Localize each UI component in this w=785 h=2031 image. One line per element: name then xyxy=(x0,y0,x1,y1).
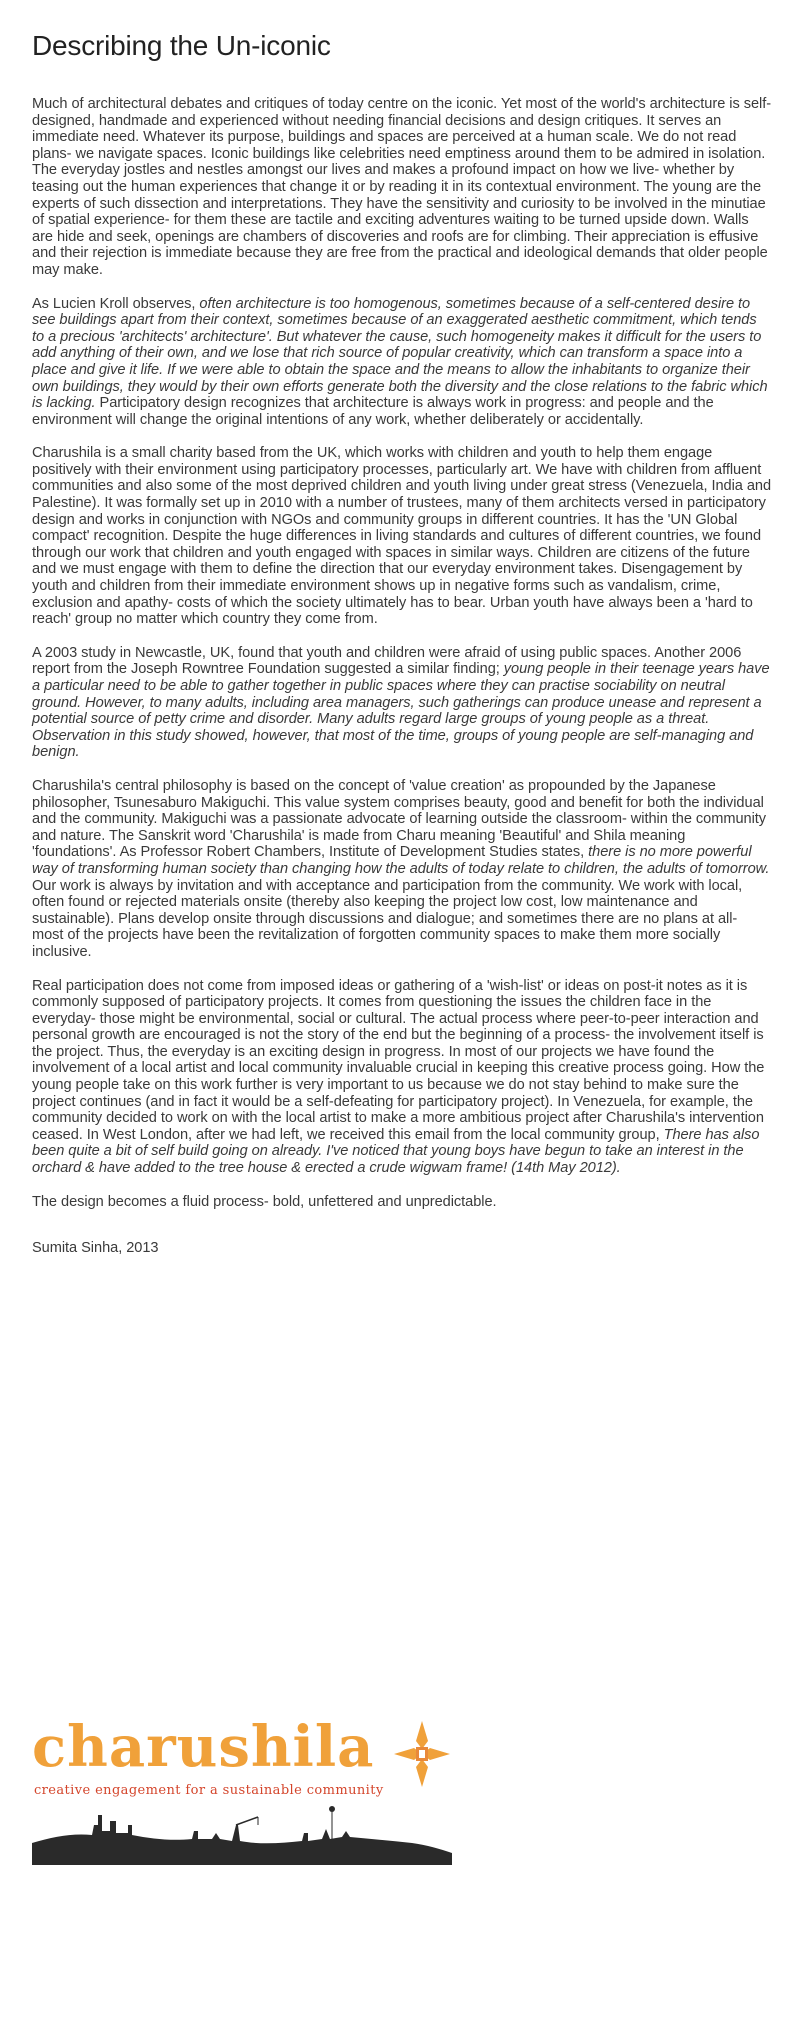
quote-text: there is no more powerful way of transforming human society than changing how the adults of today relate to children, the adults of tomorrow. xyxy=(32,844,770,877)
logo-tagline: creative engagement for a sustainable community xyxy=(34,1783,384,1798)
paragraph xyxy=(32,96,772,279)
city-skyline-graphic xyxy=(32,1795,452,1865)
compass-star-icon xyxy=(392,1719,452,1789)
page-title: Describing the Un-iconic xyxy=(32,30,331,61)
body-text: Real participation does not come from imposed ideas or gathering of a 'wish-list' or ideas on post-it notes as it is commonly supposed of participatory projects. It comes from questioning the issues the children face in the everyday- those might be environmental, social or cultural. The actual process where peer-to-peer interaction and personal growth are encouraged is not the story of the end but the beginning of a process- the involvement itself is the project. Thus, the everyday is an exciting design in progress. In most of our projects we have found the involvement of a local artist and local community invaluable crucial in keeping this creative process going. How the young people take on this work further is very important to us because we do not stay behind to make sure the project continues (and in fact it would be a self-defeating for participatory project). In Venezuela, for example, the community decided to work on with the local artist to make a more ambitious project after Charushila's intervention ceased. In West London, after we had left, we received this email from the local community group, xyxy=(32,977,765,1143)
paragraph xyxy=(32,1194,772,1211)
paragraph xyxy=(32,445,772,628)
body-text: A 2003 study in Newcastle, UK, found that youth and children were afraid of using public spaces. Another 2006 report from the Joseph Rowntree Foundation suggested a similar finding; xyxy=(32,644,742,678)
charushila-logo xyxy=(32,1715,452,1865)
quote-text: young people in their teenage years have a particular need to be able to gather together in public spaces where they can practise sociability on neutral ground. However, to many adults, including area managers, such gatherings can produce unease and represent a potential source of petty crime and disorder. Many adults regard large groups of young people as a threat. Observation in this study showed, however, that most of the time, groups of young people are self-managing and benign. xyxy=(32,661,770,761)
paragraph xyxy=(32,778,772,961)
quote-text: often architecture is too homogenous, sometimes because of a self-centered desire to see buildings apart from their context, sometimes because of an exaggerated aesthetic commitment, which tends to a precious 'architects' architecture'. But whatever the cause, such homogeneity makes it difficult for the users to add anything of their own, and we lose that rich source of popular creativity, which can transform a space into a place and give it life. If we were able to obtain the space and the means to allow the inhabitants to organize their own buildings, they would by their own efforts generate both the diversity and the close relations to the fabric which is lacking. xyxy=(32,295,768,412)
body-text: The design becomes a fluid process- bold, unfettered and unpredictable. xyxy=(32,1193,497,1210)
signature: Sumita Sinha, 2013 xyxy=(32,1240,159,1257)
body-text: As Lucien Kroll observes, xyxy=(32,295,200,312)
body-text: Participatory design recognizes that architecture is always work in progress: and people and the environment will change the original intentions of any work, whether deliberately or accidentally. xyxy=(32,395,714,428)
quote-text: There has also been quite a bit of self build going on already. I've noticed that young boys have begun to take an interest in the orchard & have added to the tree house & erected a crude wigwam frame! (14th May 2012). xyxy=(32,1126,760,1177)
paragraph xyxy=(32,645,772,761)
article-body xyxy=(32,96,772,1210)
body-text: Much of architectural debates and critiques of today centre on the iconic. Yet most of the world's architecture is self-designed, handmade and experienced without needing financial decisions and design critiques. It serves an immediate need. Whatever its purpose, buildings and spaces are perceived at a human scale. We do not read plans- we navigate spaces. Iconic buildings like celebrities need emptiness around them to be admired in isolation. The everyday jostles and nestles amongst our lives and makes a profound impact on how we live- whether by teasing out the human experiences that change it or by reading it in its contextual environment. The young are the experts of such dissection and interpretations. They have the sensitivity and curiosity to be involved in the minutiae of spatial experience- for them these are tactile and exciting adventures waiting to be turned upside down. Walls are hide and seek, openings are chambers of discoveries and roofs are for climbing. Their appreciation is effusive and their rejection is immediate because they are free from the practical and ideological demands that older people may make. xyxy=(32,96,772,278)
paragraph xyxy=(32,296,772,429)
article xyxy=(32,30,772,1274)
paragraph xyxy=(32,978,772,1177)
logo-wordmark: charushila xyxy=(32,1714,375,1780)
body-text: Charushila's central philosophy is based on the concept of 'value creation' as propounded by the Japanese philosopher, Tsunesaburo Makiguchi. This value system comprises beauty, good and benefit for both the individual and the community. Makiguchi was a passionate advocate of learning outside the classroom- within the community and nature. The Sanskrit word 'Charushila' is made from Charu meaning 'Beautiful' and Shila meaning 'foundations'. As Professor Robert Chambers, Institute of Development Studies states, xyxy=(32,777,767,861)
body-text: Charushila is a small charity based from the UK, which works with children and youth to help them engage positively with their environment using participatory processes, particularly art. We have with children from affluent communities and also some of the most deprived children and youth living under great stress (Venezuela, India and Palestine). It was formally set up in 2010 with a number of trustees, many of them architects versed in participatory design and works in conjunction with NGOs and community groups in different countries. It has the 'UN Global compact' recognition. Despite the huge differences in living standards and cultures of different countries, we found through our work that children and youth engaged with spaces in similar ways. Children are citizens of the future and we must engage with them to define the direction that our everyday environment takes. Disengagement by youth and children from their immediate environment shows up in negative forms such as vandalism, crime, exclusion and apathy- costs of which the society ultimately has to bear. Urban youth have always been a 'hard to reach' group no matter which country they come from. xyxy=(32,445,772,628)
body-text: Our work is always by invitation and with acceptance and participation from the community. We work with local, often found or rejected materials onsite (thereby also keeping the project low cost, low maintenance and sustainable). Plans develop onsite through discussions and dialogue; and sometimes there are no plans at all- most of the projects have been the revitalization of forgotten community spaces to make them more socially inclusive. xyxy=(32,877,743,960)
